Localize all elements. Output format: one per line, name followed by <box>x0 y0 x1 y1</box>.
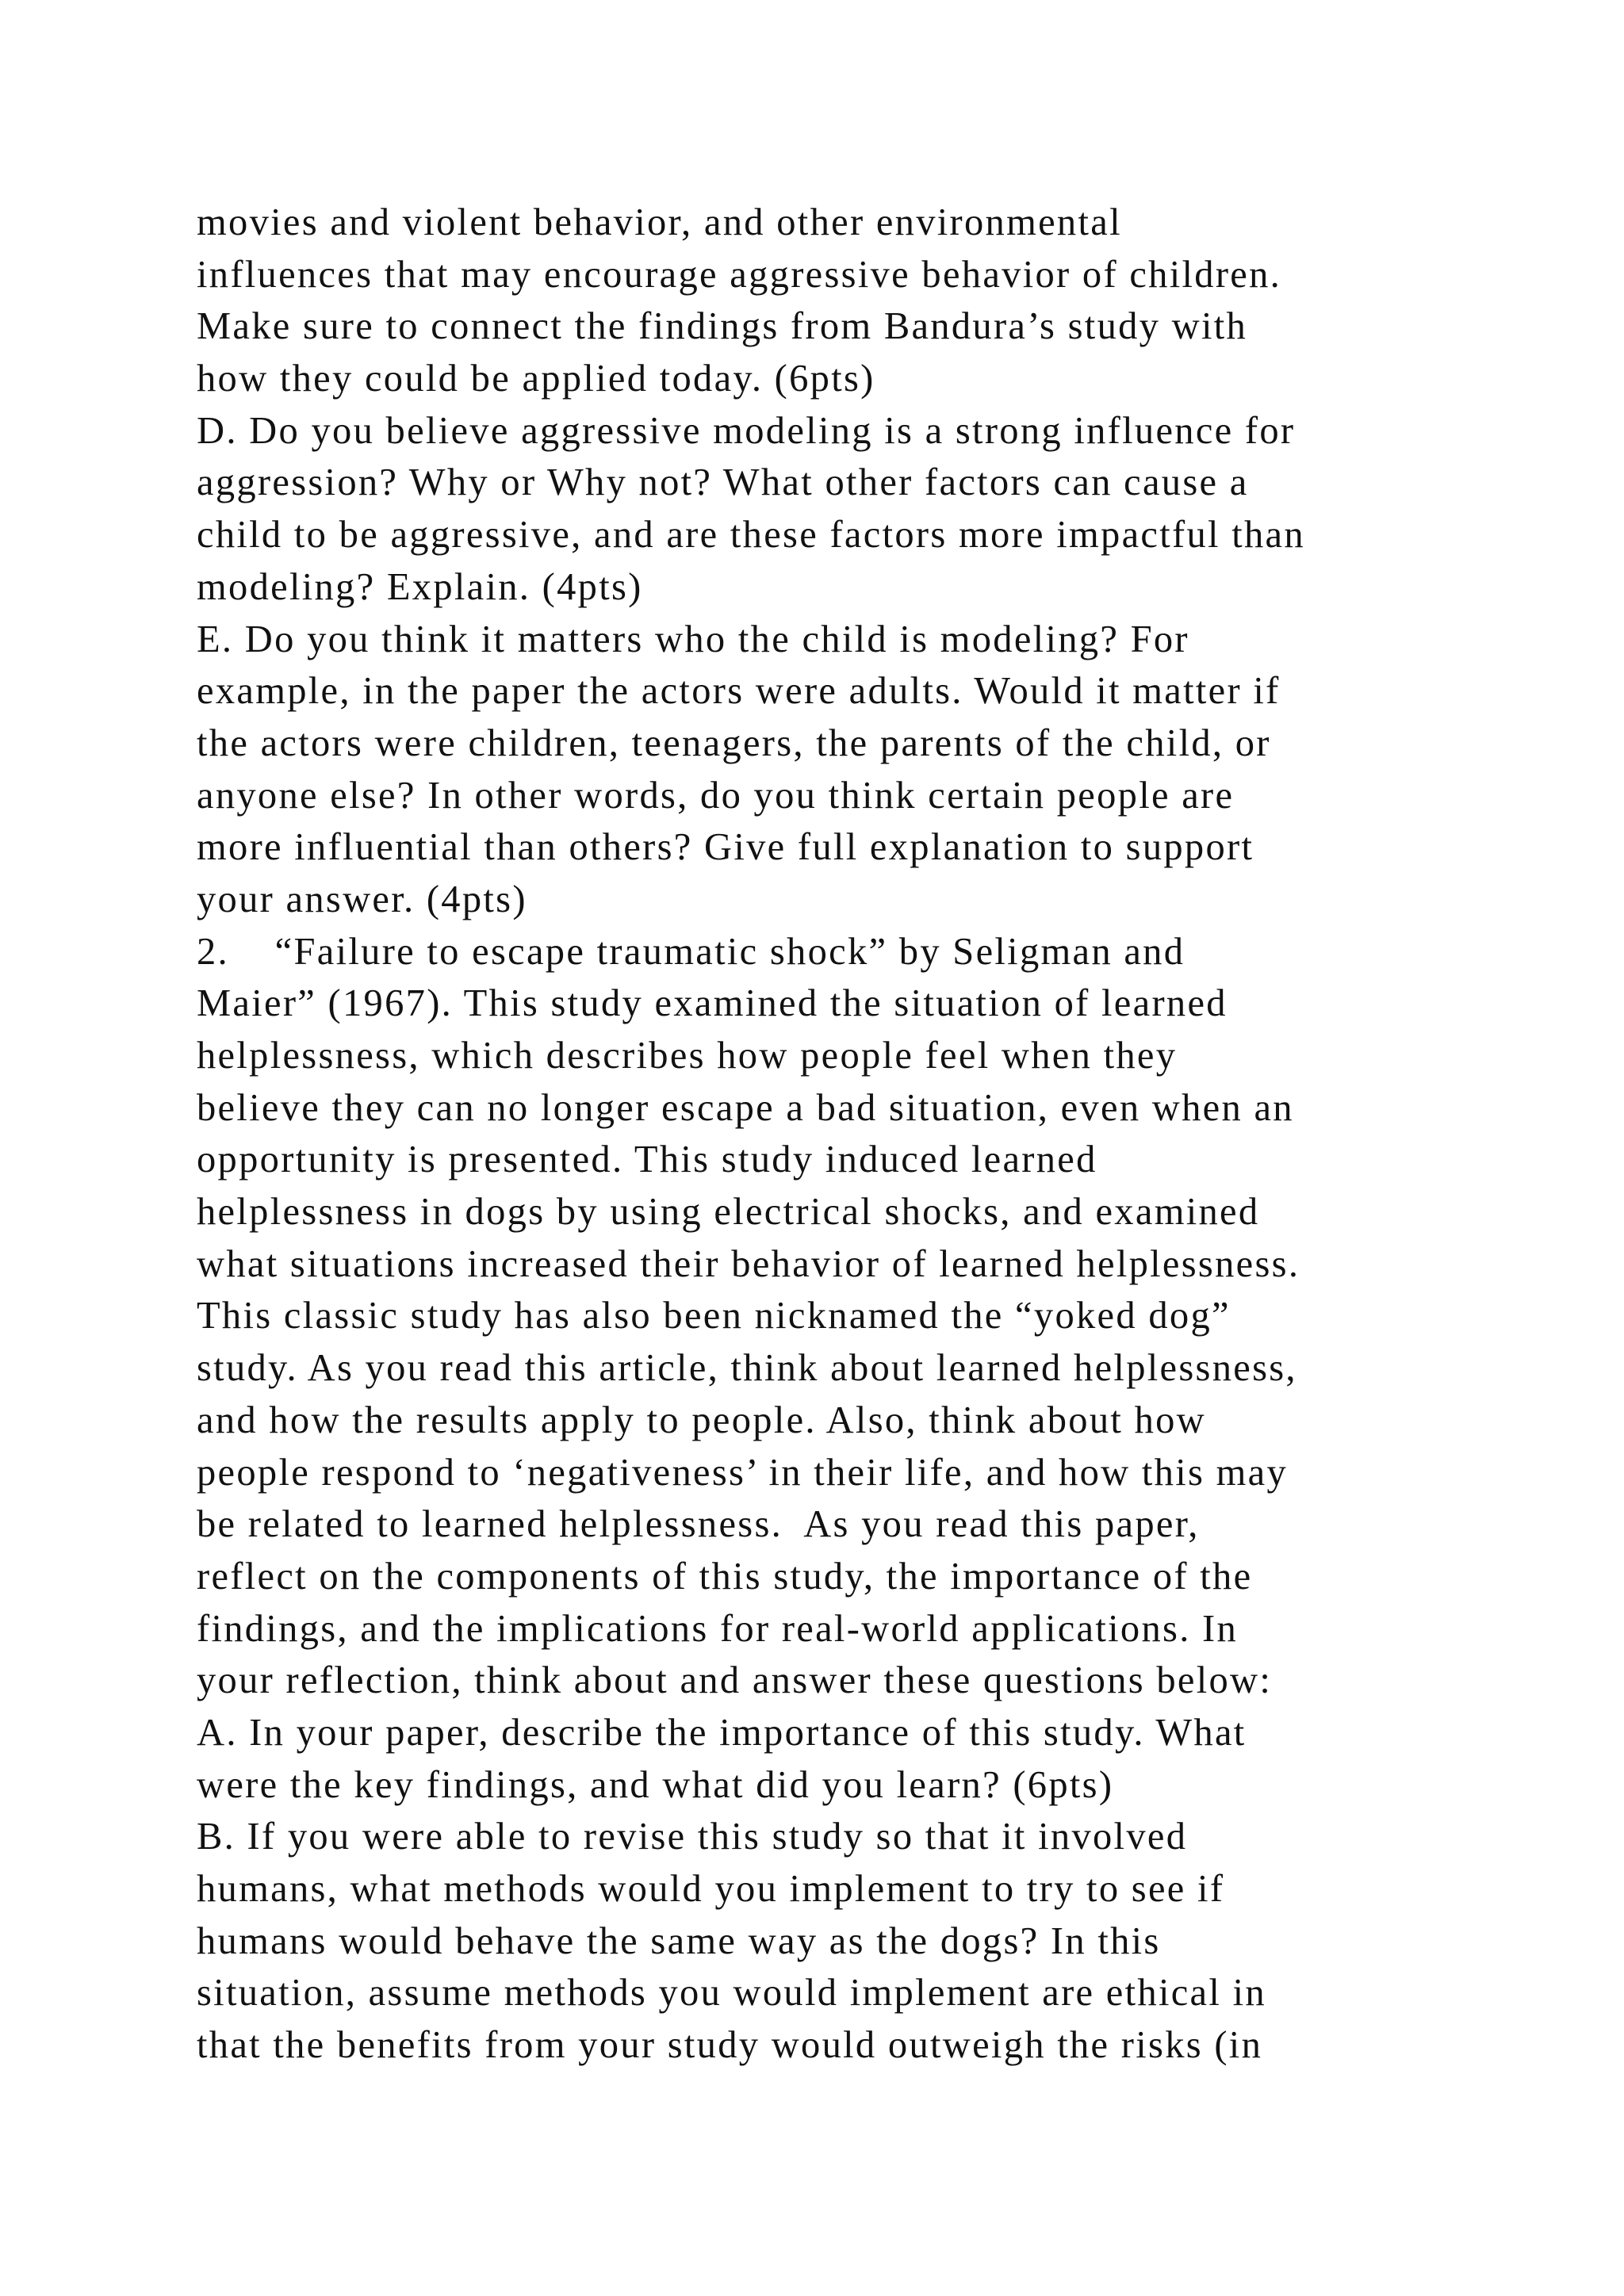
text-line: 2. “Failure to escape traumatic shock” by Seligman and <box>197 930 1185 973</box>
text-line: study. As you read this article, think about learned helplessness, <box>197 1347 1297 1390</box>
text-line: opportunity is presented. This study induced learned <box>197 1138 1097 1181</box>
text-line: example, in the paper the actors were adults. Would it matter if <box>197 670 1281 713</box>
text-line: situation, assume methods you would implement are ethical in <box>197 1972 1266 2015</box>
text-line: what situations increased their behavior of learned helplessness. <box>197 1242 1300 1285</box>
text-line: were the key findings, and what did you learn? (6pts) <box>197 1763 1114 1806</box>
text-line: helplessness in dogs by using electrical shocks, and examined <box>197 1191 1260 1234</box>
text-line: that the benefits from your study would outweigh the risks (in <box>197 2024 1263 2067</box>
text-line: modeling? Explain. (4pts) <box>197 565 643 608</box>
text-line: believe they can no longer escape a bad situation, even when an <box>197 1086 1294 1129</box>
text-line: humans would behave the same way as the dogs? In this <box>197 1919 1161 1962</box>
text-line: This classic study has also been nicknamed the “yoked dog” <box>197 1295 1231 1337</box>
text-line: E. Do you think it matters who the child is modeling? For <box>197 618 1189 660</box>
text-line: the actors were children, teenagers, the parents of the child, or <box>197 721 1271 764</box>
document-body-text <box>197 197 1481 2072</box>
text-line: people respond to ‘negativeness’ in their life, and how this may <box>197 1451 1288 1494</box>
text-line: humans, what methods would you implement to try to see if <box>197 1868 1225 1910</box>
text-line: your answer. (4pts) <box>197 878 527 920</box>
text-line: A. In your paper, describe the importance of this study. What <box>197 1711 1247 1754</box>
text-line: D. Do you believe aggressive modeling is a strong influence for <box>197 409 1296 452</box>
text-line: movies and violent behavior, and other environmental <box>197 201 1122 243</box>
text-line: and how the results apply to people. Also, think about how <box>197 1399 1207 1441</box>
text-line: influences that may encourage aggressive behavior of children. <box>197 253 1282 296</box>
text-line: Make sure to connect the findings from Bandura’s study with <box>197 305 1248 348</box>
text-line: Maier” (1967). This study examined the situation of learned <box>197 982 1228 1025</box>
text-line: be related to learned helplessness. As you read this paper, <box>197 1503 1200 1546</box>
text-line: how they could be applied today. (6pts) <box>197 358 875 400</box>
text-line: anyone else? In other words, do you think certain people are <box>197 774 1235 817</box>
text-line: helplessness, which describes how people feel when they <box>197 1035 1178 1077</box>
text-line: B. If you were able to revise this study so that it involved <box>197 1816 1188 1858</box>
text-line: child to be aggressive, and are these factors more impactful than <box>197 514 1305 557</box>
text-line: reflect on the components of this study, the importance of the <box>197 1555 1253 1598</box>
text-line: aggression? Why or Why not? What other factors can cause a <box>197 461 1249 504</box>
text-line: your reflection, think about and answer these questions below: <box>197 1659 1273 1702</box>
text-line: more influential than others? Give full explanation to support <box>197 826 1254 869</box>
text-line: findings, and the implications for real-world applications. In <box>197 1607 1239 1650</box>
